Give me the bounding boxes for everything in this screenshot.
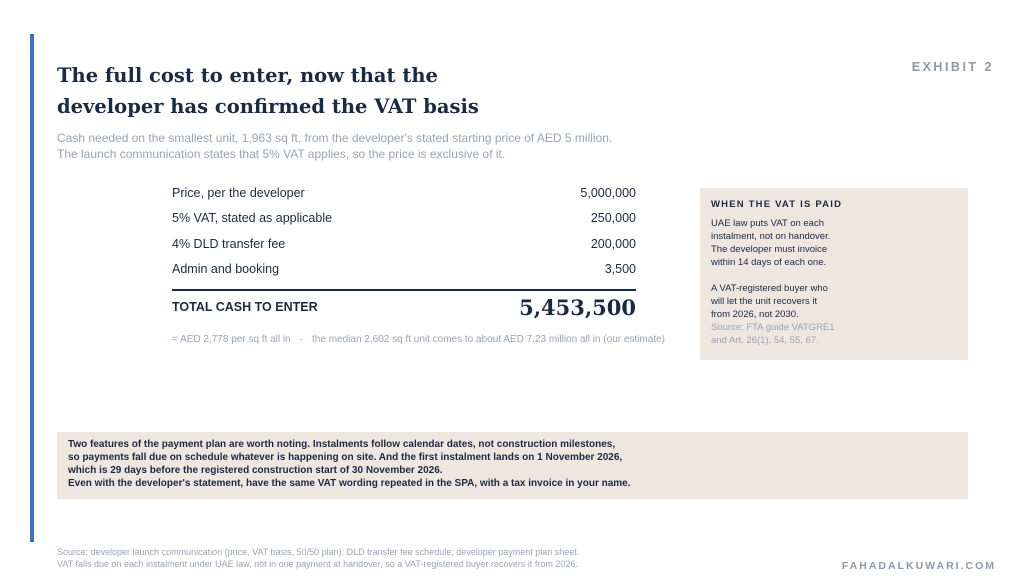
subtitle-line: The launch communication states that 5% VAT applies, so the price is exclusive of it. [57,147,506,161]
cost-row-label: Price, per the developer [172,185,305,200]
note-line: Even with the developer's statement, have the same VAT wording repeated in the SPA, with a tax invoice in your name. [68,478,631,489]
total-value: 5,453,500 [519,294,636,320]
footnote-right: the median 2,602 sq ft unit comes to about AED 7.23 million all in (our estimate) [312,334,665,345]
cost-table [172,180,636,320]
payment-plan-note [57,432,968,499]
per-sqft-footnote [172,334,665,345]
panel-line: from 2026, not 2030. [711,309,799,320]
cost-row-value: 3,500 [604,262,636,277]
panel-source-line: and Art. 26(1), 54, 55, 67. [711,335,819,346]
subtitle-line: Cash needed on the smallest unit, 1,963 sq ft, from the developer's stated starting price of AED 5 million. [57,131,613,145]
cost-row-value: 5,000,000 [580,185,636,200]
cost-row-value: 250,000 [590,211,636,226]
cost-row [172,231,636,257]
note-line: which is 29 days before the registered construction start of 30 November 2026. [68,465,443,476]
accent-bar [30,34,34,542]
cost-row [172,206,636,232]
vat-timing-panel [700,188,968,360]
source-note [57,546,579,570]
panel-line: UAE law puts VAT on each [711,218,825,229]
panel-heading: WHEN THE VAT IS PAID [711,199,843,210]
panel-source-line: Source: FTA guide VATGRE1 [711,322,835,333]
cost-row [172,257,636,283]
source-line: Source: developer launch communication (price, VAT basis, 50/50 plan); DLD transfer fee schedule; developer payment plan sheet. [57,547,580,557]
site-credit: FAHADALKUWARI.COM [841,560,996,572]
panel-line: The developer must invoice [711,244,828,255]
footnote-separator: · [299,334,304,345]
page-title: The full cost to enter, now that the developer has confirmed the VAT basis [57,64,479,118]
panel-line: A VAT-registered buyer who [711,283,828,294]
cost-row-value: 200,000 [590,236,636,251]
source-line: VAT falls due on each instalment under UAE law, not in one payment at handover, so a VAT-registered buyer recovers it from 2026. [57,559,578,569]
panel-body [711,217,871,347]
note-line: so payments fall due on schedule whatever is happening on site. And the first instalment lands on 1 November 2026, [68,452,623,463]
total-label: TOTAL CASH TO ENTER [172,300,318,314]
subtitle [57,130,677,162]
cost-row [172,180,636,206]
cost-row-label: 4% DLD transfer fee [172,236,286,251]
note-line: Two features of the payment plan are worth noting. Instalments follow calendar dates, not construction milestones, [68,439,616,450]
total-divider [172,289,636,291]
cost-row-label: Admin and booking [172,262,280,277]
panel-line: instalment, not on handover. [711,231,831,242]
total-row [172,295,636,320]
panel-line: within 14 days of each one. [711,257,827,268]
footnote-left: = AED 2,778 per sq ft all in [172,334,291,345]
exhibit-label: EXHIBIT 2 [911,60,994,74]
cost-row-label: 5% VAT, stated as applicable [172,211,333,226]
panel-line: will let the unit recovers it [711,296,818,307]
